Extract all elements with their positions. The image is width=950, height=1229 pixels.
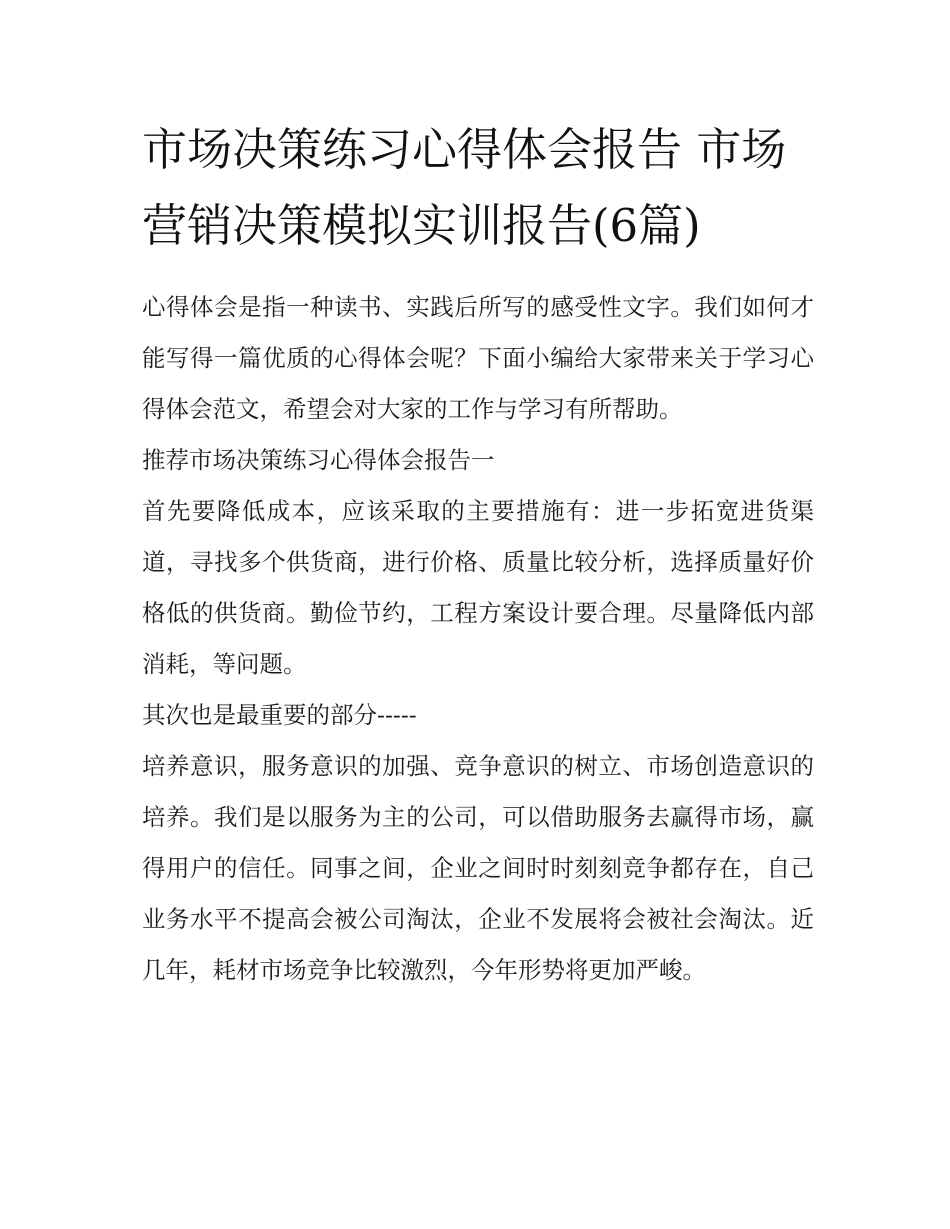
body-paragraph: 培养意识，服务意识的加强、竞争意识的树立、市场创造意识的培养。我们是以服务为主的公司，可以借助服务去赢得市场，赢得用户的信任。同事之间，企业之间时时刻刻竞争都存在，自己业务水平不提高会被公司淘汰，企业不发展将会被社会淘汰。近几年，耗材市场竞争比较激烈，今年形势将更加严峻。 xyxy=(142,752,814,984)
document-title: 市场决策练习心得体会报告 市场营销决策模拟实训报告(6篇) xyxy=(142,123,787,252)
intro-paragraph: 心得体会是指一种读书、实践后所写的感受性文字。我们如何才能写得一篇优质的心得体会呢？下面小编给大家带来关于学习心得体会范文，希望会对大家的工作与学习有所帮助。 xyxy=(142,293,814,423)
document-page xyxy=(142,112,814,996)
body-paragraph: 首先要降低成本，应该采取的主要措施有：进一步拓宽进货渠道，寻找多个供货商，进行价格、质量比较分析，选择质量好价格低的供货商。勤俭节约，工程方案设计要合理。尽量降低内部消耗，等问题。 xyxy=(142,497,814,678)
body-paragraph: 其次也是最重要的部分----- xyxy=(142,701,417,729)
document-body xyxy=(142,282,814,996)
section-heading: 推荐市场决策练习心得体会报告一 xyxy=(142,446,495,474)
